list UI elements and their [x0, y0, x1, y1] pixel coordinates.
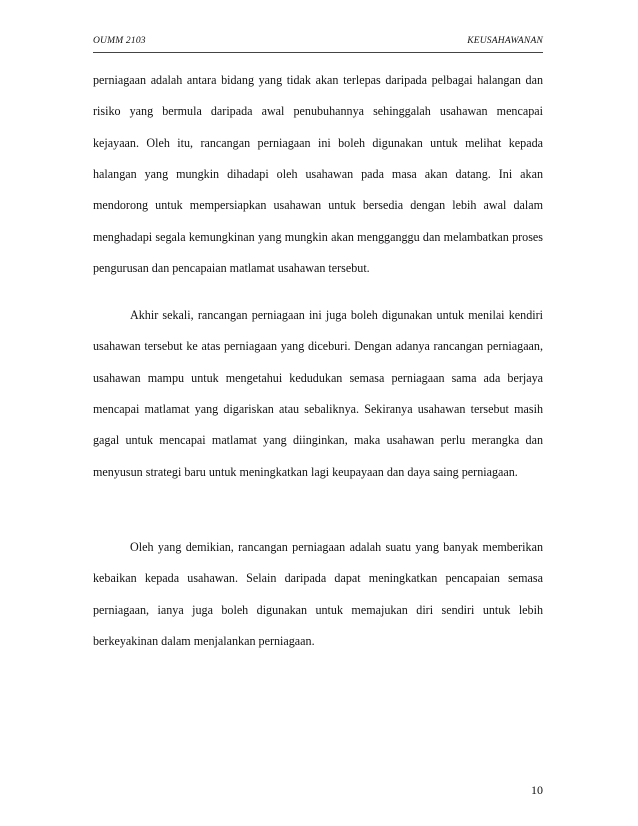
body-paragraph-3: Oleh yang demikian, rancangan perniagaan adalah suatu yang banyak memberikan kebaikan kepada usahawan. Selain daripada dapat meningkatkan pencapaian semasa perniagaan, ianya juga boleh digunakan untuk memajukan diri sendiri untuk lebih berkeyakinan dalam menjalankan perniagaan. [93, 540, 543, 648]
body-paragraph-1: perniagaan adalah antara bidang yang tidak akan terlepas daripada pelbagai halangan dan risiko yang bermula daripada awal penubuhannya sehinggalah usahawan mencapai kejayaan. Oleh itu, rancangan perniagaan ini boleh digunakan untuk melihat kepada halangan yang mungkin dihadapi oleh usahawan pada masa akan datang. Ini akan mendorong untuk mempersiapkan usahawan untuk bersedia dengan lebih awal dalam menghadapi segala kemungkinan yang mungkin akan mengganggu dan melambatkan proses pengurusan dan pencapaian matlamat usahawan tersebut. [93, 73, 543, 275]
header-course-code: OUMM 2103 [93, 36, 146, 46]
page-number: 10 [531, 783, 543, 797]
header-divider [93, 52, 543, 53]
body-paragraph-2: Akhir sekali, rancangan perniagaan ini juga boleh digunakan untuk menilai kendiri usahawan tersebut ke atas perniagaan yang diceburi. Dengan adanya rancangan perniagaan, usahawan mampu untuk mengetahui kedudukan semasa perniagaan sama ada berjaya mencapai matlamat yang digariskan atau sebaliknya. Sekiranya usahawan tersebut masih gagal untuk mencapai matlamat yang diinginkan, maka usahawan perlu merangka dan menyusun strategi baru untuk meningkatkan lagi keupayaan dan daya saing perniagaan. [93, 308, 543, 479]
header-course-title: KEUSAHAWANAN [467, 36, 543, 46]
page-header [93, 36, 543, 58]
